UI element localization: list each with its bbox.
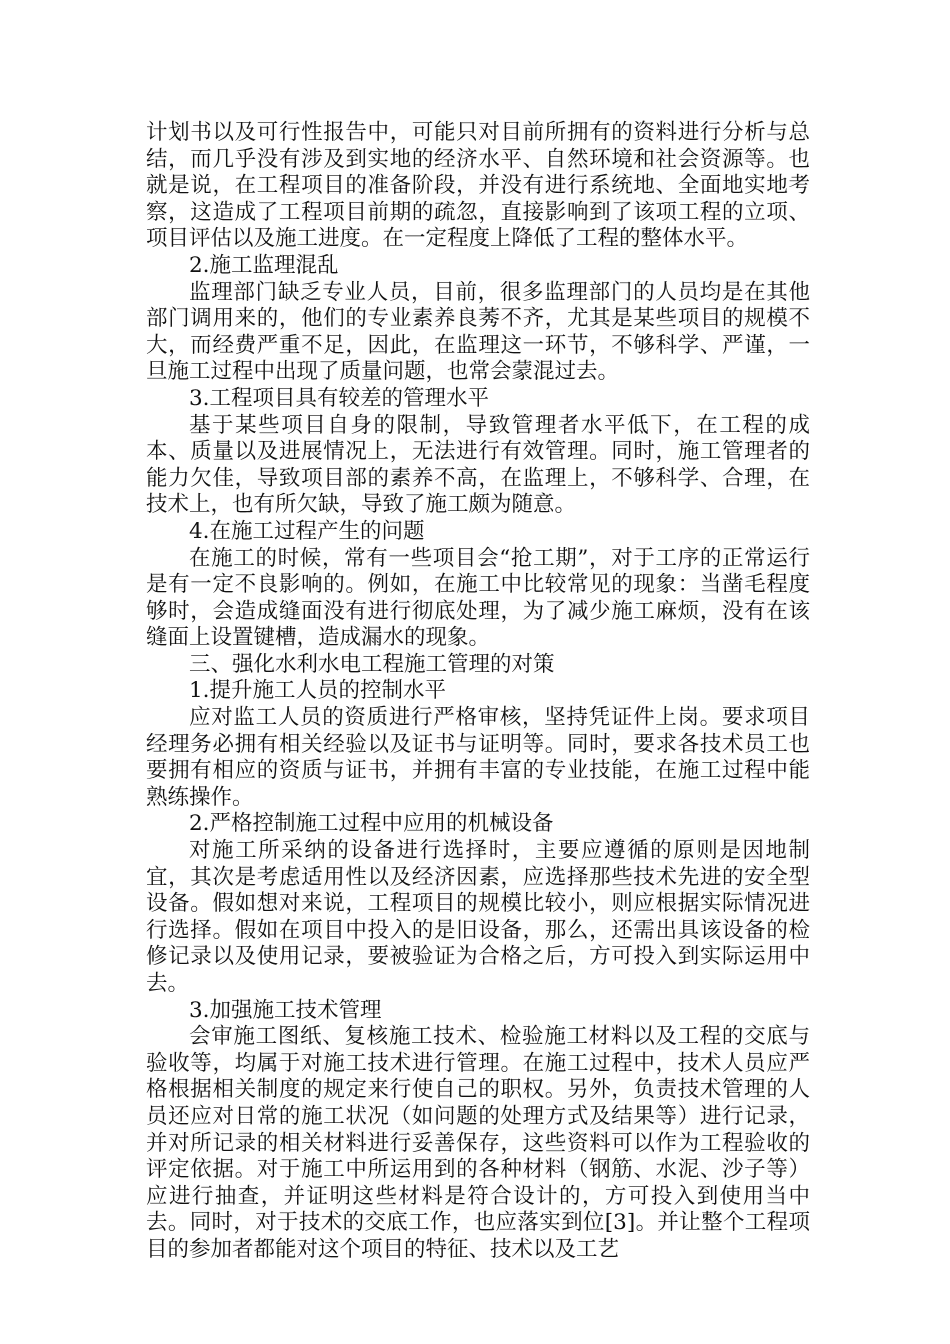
paragraph: 在施工的时候，常有一些项目会“抢工期”，对于工序的正常运行是有一定不良影响的。例如，在施工中比较常见的现象：当凿毛程度够时，会造成缝面没有进行彻底处理，为了减少施工麻烦，没有在该缝面上设置键槽，造成漏水的现象。 <box>146 545 810 651</box>
section-heading: 3.加强施工技术管理 <box>189 997 382 1023</box>
paragraph: 会审施工图纸、复核施工技术、检验施工材料以及工程的交底与验收等，均属于对施工技术进行管理。在施工过程中，技术人员应严格根据相关制度的规定来行使自己的职权。另外，负责技术管理的人员还应对日常的施工状况（如问题的处理方式及结果等）进行记录，并对所记录的相关材料进行妥善保存，这些资料可以作为工程验收的评定依据。对于施工中所运用到的各种材料（钢筋、水泥、沙子等）应进行抽查，并证明这些材料是符合设计的，方可投入到使用当中去。同时，对于技术的交底工作，也应落实到位[3]。并让整个工程项目的参加者都能对这个项目的特征、技术以及工艺 <box>146 1024 810 1262</box>
paragraph: 监理部门缺乏专业人员，目前，很多监理部门的人员均是在其他部门调用来的，他们的专业素养良莠不齐，尤其是某些项目的规模不大，而经费严重不足，因此，在监理这一环节，不够科学、严谨，一旦施工过程中出现了质量问题，也常会蒙混过去。 <box>146 279 810 385</box>
section-heading: 1.提升施工人员的控制水平 <box>189 678 447 704</box>
paragraph: 计划书以及可行性报告中，可能只对目前所拥有的资料进行分析与总结，而几乎没有涉及到实地的经济水平、自然环境和社会资源等。也就是说，在工程项目的准备阶段，并没有进行系统地、全面地实地考察，这造成了工程项目前期的疏忽，直接影响到了该项工程的立项、项目评估以及施工进度。在一定程度上降低了工程的整体水平。 <box>146 120 810 252</box>
document-body <box>146 120 810 1264</box>
section-heading: 3.工程项目具有较差的管理水平 <box>189 385 490 411</box>
paragraph: 基于某些项目自身的限制，导致管理者水平低下，在工程的成本、质量以及进展情况上，无法进行有效管理。同时，施工管理者的能力欠佳，导致项目部的素养不高，在监理上，不够科学、合理，在技术上，也有所欠缺，导致了施工颇为随意。 <box>146 412 810 518</box>
section-heading: 2.严格控制施工过程中应用的机械设备 <box>189 811 554 837</box>
section-heading: 2.施工监理混乱 <box>189 252 339 278</box>
paragraph: 对施工所采纳的设备进行选择时，主要应遵循的原则是因地制宜，其次是考虑适用性以及经济因素，应选择那些技术先进的安全型设备。假如想对来说，工程项目的规模比较小，则应根据实际情况进行选择。假如在项目中投入的是旧设备，那么，还需出具该设备的检修记录以及使用记录，要被验证为合格之后，方可投入到实际运用中去。 <box>146 838 810 996</box>
chapter-heading: 三、强化水利水电工程施工管理的对策 <box>189 651 555 677</box>
paragraph: 应对监工人员的资质进行严格审核，坚持凭证件上岗。要求项目经理务必拥有相关经验以及证书与证明等。同时，要求各技术员工也要拥有相应的资质与证书，并拥有丰富的专业技能，在施工过程中能熟练操作。 <box>146 705 810 810</box>
section-heading: 4.在施工过程产生的问题 <box>189 518 425 544</box>
